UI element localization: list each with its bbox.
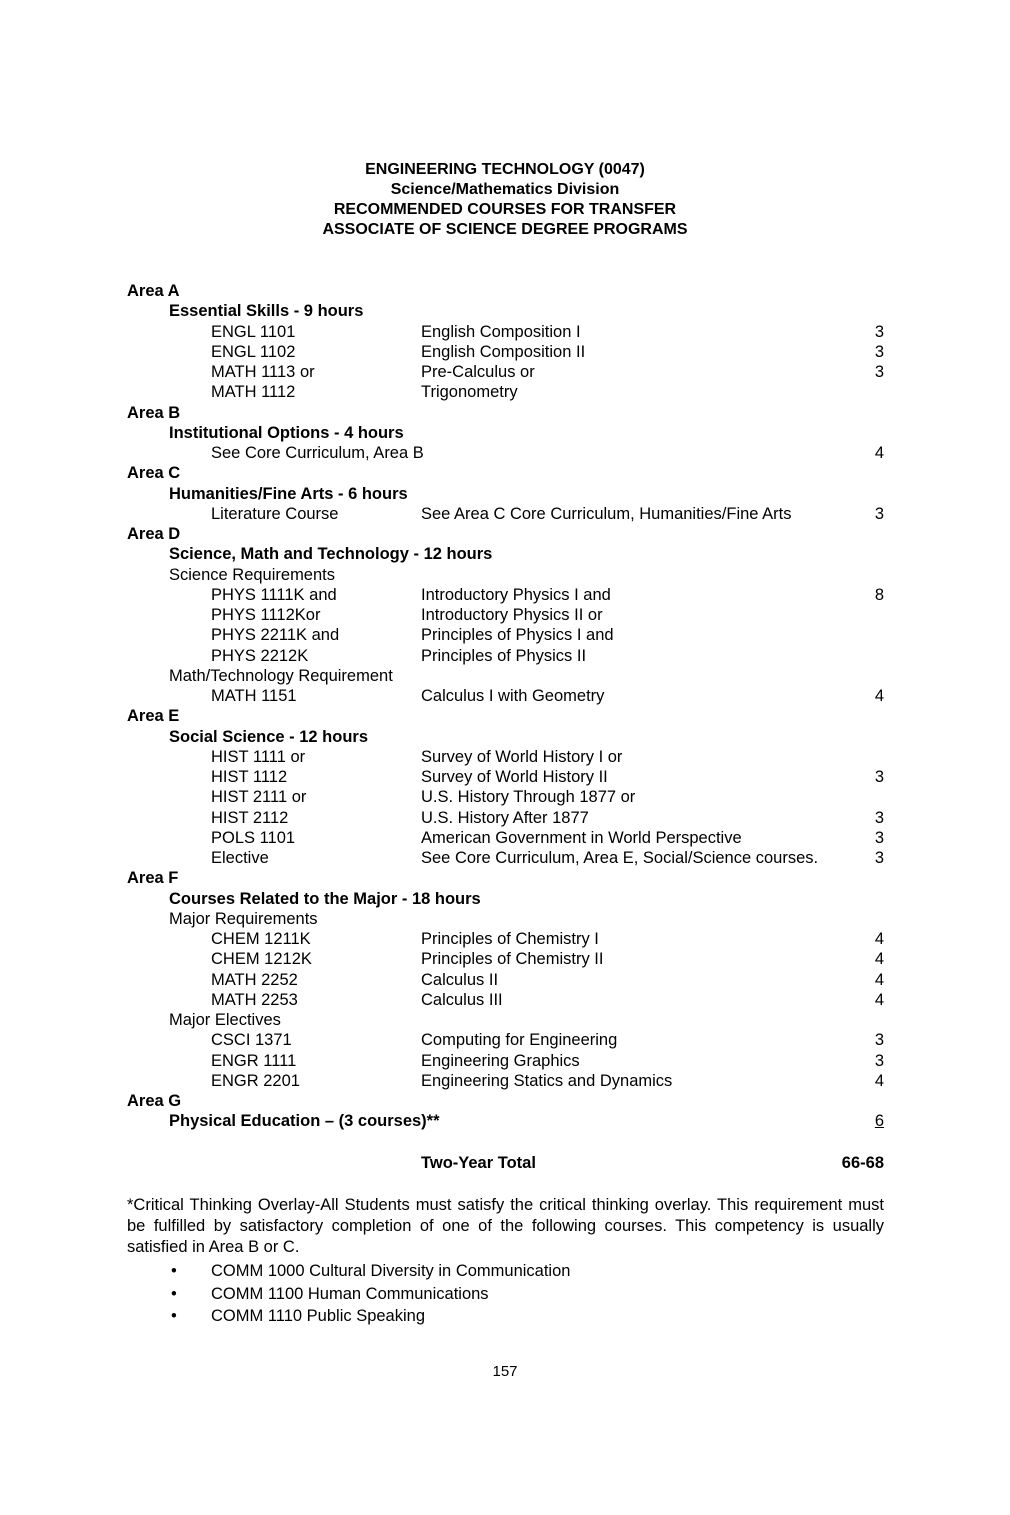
credit-hours: 4 xyxy=(874,930,884,948)
course-code: Area E xyxy=(127,707,180,726)
bullet-text: COMM 1110 Public Speaking xyxy=(211,1307,425,1326)
critical-thinking-note: *Critical Thinking Overlay-All Students must satisfy the critical thinking overlay. This requirement must be fulfilled by satisfactory completion of one of the following courses. This competency is usually satisfied in Area B or C. xyxy=(127,1196,884,1256)
table-row xyxy=(127,747,884,767)
total-value: 66-68 xyxy=(841,1154,884,1172)
credit-hours: 3 xyxy=(874,504,884,523)
course-title: U.S. History Through 1877 or xyxy=(421,788,636,807)
requirement-group xyxy=(127,666,884,686)
area-subheading xyxy=(127,727,884,747)
credit-hours: 3 xyxy=(874,808,884,827)
table-row xyxy=(127,625,884,645)
course-code: PHYS 1112Kor xyxy=(211,606,321,624)
course-title: Trigonometry xyxy=(421,383,518,402)
table-row xyxy=(127,990,884,1010)
table-row xyxy=(127,1071,884,1091)
course-code: Science, Math and Technology - 12 hours xyxy=(169,545,493,564)
area-heading xyxy=(127,463,884,483)
course-title: Calculus I with Geometry xyxy=(421,687,605,705)
credit-hours: 4 xyxy=(874,444,884,462)
course-title: Calculus II xyxy=(421,970,499,989)
course-title: Principles of Chemistry II xyxy=(421,950,604,969)
requirement-group xyxy=(127,909,884,929)
list-item xyxy=(127,1260,884,1283)
course-title: See Area C Core Curriculum, Humanities/Fine Arts xyxy=(421,504,792,523)
course-code: Area B xyxy=(127,403,181,422)
course-code: Area G xyxy=(127,1092,182,1110)
course-code: ENGL 1101 xyxy=(211,322,296,341)
course-code: HIST 1112 xyxy=(211,768,288,786)
course-title: Principles of Physics II xyxy=(421,646,587,665)
course-code: POLS 1101 xyxy=(211,828,296,847)
course-code: Institutional Options - 4 hours xyxy=(169,423,404,442)
bullet-icon: • xyxy=(171,1262,177,1280)
course-code: Area C xyxy=(127,464,181,483)
requirement-group xyxy=(127,565,884,585)
table-row xyxy=(127,767,884,787)
list-item xyxy=(127,1305,884,1328)
course-code: Courses Related to the Major - 18 hours xyxy=(169,889,481,908)
table-row xyxy=(127,362,884,382)
course-code: CSCI 1371 xyxy=(211,1031,292,1050)
credit-hours: 4 xyxy=(874,687,884,705)
course-code: Social Science - 12 hours xyxy=(169,727,368,746)
bullet-icon: • xyxy=(171,1307,177,1326)
course-table xyxy=(127,281,884,1132)
course-bullet-list xyxy=(127,1260,884,1328)
course-code: PHYS 2211K and xyxy=(211,626,340,645)
page-number: 157 xyxy=(492,1363,518,1380)
table-row xyxy=(127,342,884,362)
course-code: MATH 1112 xyxy=(211,383,296,402)
course-code: Humanities/Fine Arts - 6 hours xyxy=(169,484,408,503)
course-title: American Government in World Perspective xyxy=(421,828,742,847)
course-code: CHEM 1211K xyxy=(211,930,311,948)
table-row xyxy=(127,585,884,605)
bullet-text: COMM 1100 Human Communications xyxy=(211,1284,489,1303)
area-subheading xyxy=(127,544,884,564)
course-code: MATH 1151 xyxy=(211,687,297,705)
table-row xyxy=(127,929,884,949)
course-title: Computing for Engineering xyxy=(421,1031,618,1050)
course-code: PHYS 1111K and xyxy=(211,585,337,604)
course-title: U.S. History After 1877 xyxy=(421,808,589,827)
course-code: CHEM 1212K xyxy=(211,950,312,969)
total-label: Two-Year Total xyxy=(421,1154,536,1172)
course-title: Engineering Statics and Dynamics xyxy=(421,1071,673,1090)
table-row xyxy=(127,808,884,828)
course-title: Engineering Graphics xyxy=(421,1051,580,1070)
table-row xyxy=(127,848,884,868)
course-code: Essential Skills - 9 hours xyxy=(169,302,364,321)
area-heading xyxy=(127,1091,884,1111)
table-row xyxy=(127,1030,884,1050)
course-title: See Core Curriculum, Area E, Social/Science courses. xyxy=(421,849,819,867)
credit-hours: 3 xyxy=(874,768,884,786)
course-code: Math/Technology Requirement xyxy=(169,666,393,685)
course-code: PHYS 2212K xyxy=(211,646,309,665)
area-subheading xyxy=(127,889,884,909)
credit-hours: 4 xyxy=(874,950,884,969)
table-row xyxy=(127,828,884,848)
table-row xyxy=(127,646,884,666)
credit-hours: 3 xyxy=(874,363,884,381)
degree-title: ASSOCIATE OF SCIENCE DEGREE PROGRAMS xyxy=(322,221,688,238)
course-title: Survey of World History II xyxy=(421,768,608,786)
course-code: ENGR 1111 xyxy=(211,1051,297,1070)
course-title: Principles of Chemistry I xyxy=(421,930,599,948)
course-code: ENGR 2201 xyxy=(211,1071,300,1090)
credit-hours: 4 xyxy=(874,1071,884,1090)
course-code: Area A xyxy=(127,282,180,300)
credit-hours: 3 xyxy=(874,1031,884,1050)
two-year-total xyxy=(127,1153,884,1173)
course-title: Introductory Physics I and xyxy=(421,585,611,604)
program-title: ENGINEERING TECHNOLOGY (0047) xyxy=(365,161,645,178)
course-code: MATH 2253 xyxy=(211,990,298,1009)
credit-hours: 3 xyxy=(874,849,884,867)
course-code: MATH 1113 or xyxy=(211,363,315,381)
course-code: Major Electives xyxy=(169,1011,281,1029)
requirement-group xyxy=(127,1010,884,1030)
course-code: Elective xyxy=(211,849,269,867)
area-subheading xyxy=(127,301,884,321)
course-code: Area D xyxy=(127,525,181,543)
course-code: Science Requirements xyxy=(169,565,335,584)
table-row xyxy=(127,322,884,342)
course-title: English Composition II xyxy=(421,342,586,361)
course-title: English Composition I xyxy=(421,322,581,341)
credit-hours: 8 xyxy=(874,585,884,604)
division-name: Science/Mathematics Division xyxy=(390,181,620,198)
area-heading xyxy=(127,403,884,423)
course-title: Principles of Physics I and xyxy=(421,626,614,645)
area-heading xyxy=(127,281,884,301)
area-heading xyxy=(127,524,884,544)
bullet-icon: • xyxy=(171,1284,177,1303)
course-code: Major Requirements xyxy=(169,909,318,928)
area-subheading xyxy=(127,484,884,504)
course-code: Literature Course xyxy=(211,504,339,523)
table-row xyxy=(127,1051,884,1071)
bullet-text: COMM 1000 Cultural Diversity in Communication xyxy=(211,1262,571,1280)
table-row xyxy=(127,382,884,402)
credit-hours: 4 xyxy=(874,970,884,989)
area-subheading xyxy=(127,423,884,443)
credit-hours: 3 xyxy=(874,1051,884,1070)
course-code: HIST 2112 xyxy=(211,808,289,827)
credit-hours: 3 xyxy=(874,828,884,847)
table-row xyxy=(127,970,884,990)
table-row xyxy=(127,686,884,706)
course-code: Physical Education – (3 courses)** xyxy=(169,1112,440,1131)
area-heading xyxy=(127,706,884,726)
table-row xyxy=(127,443,884,463)
credit-hours: 6 xyxy=(874,1112,884,1131)
course-code: Area F xyxy=(127,869,179,888)
area-subheading xyxy=(127,1111,884,1131)
course-code: See Core Curriculum, Area B xyxy=(211,444,424,462)
section-title: RECOMMENDED COURSES FOR TRANSFER xyxy=(333,201,677,218)
course-code: HIST 1111 or xyxy=(211,747,306,766)
course-title: Pre-Calculus or xyxy=(421,363,535,381)
area-heading xyxy=(127,868,884,888)
table-row xyxy=(127,504,884,524)
table-row xyxy=(127,949,884,969)
table-row xyxy=(127,787,884,807)
course-code: HIST 2111 or xyxy=(211,788,307,807)
credit-hours: 3 xyxy=(874,342,884,361)
course-title: Introductory Physics II or xyxy=(421,606,603,624)
course-code: ENGL 1102 xyxy=(211,342,296,361)
credit-hours: 3 xyxy=(874,322,884,341)
list-item xyxy=(127,1283,884,1306)
course-title: Calculus III xyxy=(421,990,503,1009)
course-code: MATH 2252 xyxy=(211,970,298,989)
credit-hours: 4 xyxy=(874,990,884,1009)
table-row xyxy=(127,605,884,625)
course-title: Survey of World History I or xyxy=(421,747,623,766)
